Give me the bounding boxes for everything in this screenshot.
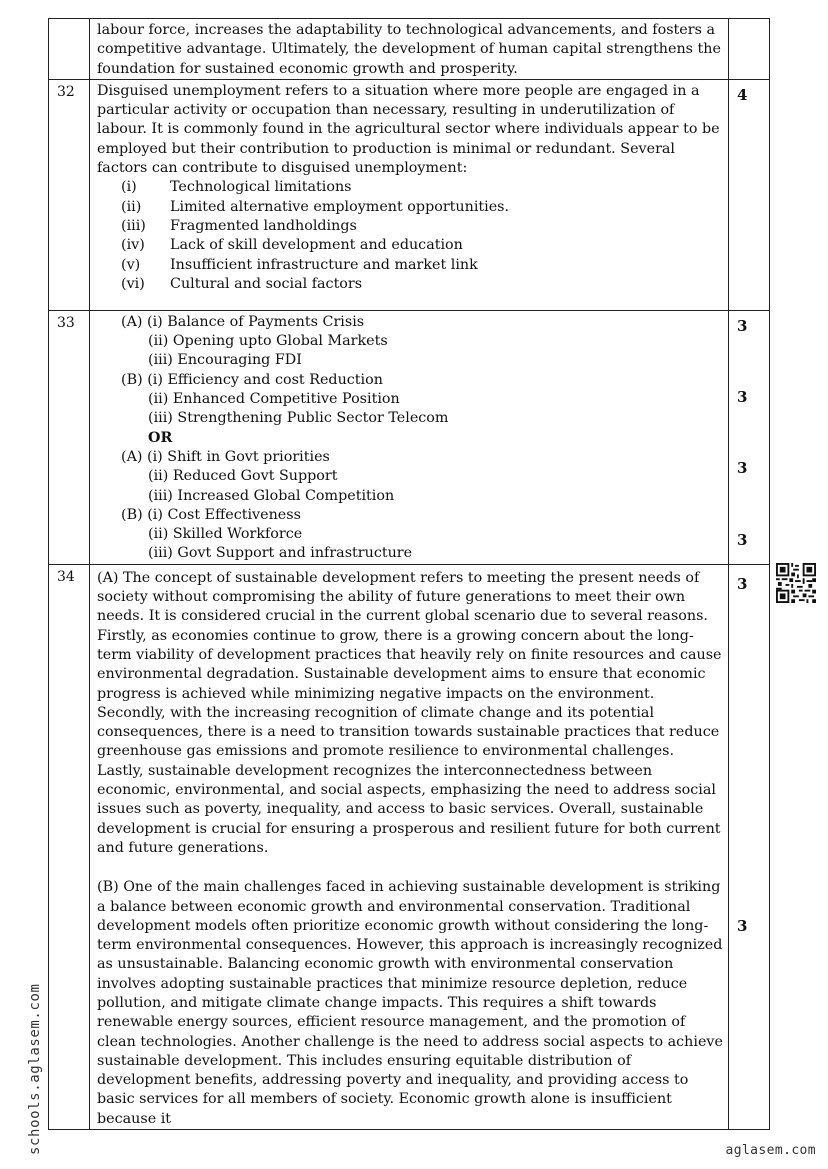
q34-part-a: (A) The concept of sustainable development refers to meeting the present needs of society without compromising the ability of future generations to meet their own needs. It is considered crucial in the current global scenario due to several reasons. Firstly, as economies continue to grow, there is a growing concern about the long-term viability of development practices that heavily rely on finite resources and cause environmental degradation. Sustainable development aims to ensure that economic progress is achieved while minimizing negative impacts on the environment. Secondly, with the increasing recognition of climate change and its potential consequences, there is a need to transition towards sustainable practices that reduce greenhouse gas emissions and promote resilience to environmental challenges. Lastly, sustainable development recognizes the interconnectedness between economic, environmental, and social aspects, emphasizing the need to address social issues such as poverty, inequality, and access to basic services. Overall, sustainable development is crucial for ensuring a prosperous and resilient future for both current and future generations. — [97, 569, 722, 856]
list-item: (iv) Lack of skill development and education — [121, 237, 463, 254]
list-item: (B) (i) Efficiency and cost Reduction — [121, 371, 383, 388]
list-item: (iii) Strengthening Public Sector Telecom — [148, 410, 449, 427]
q32-factor-list — [97, 178, 723, 294]
question-number: 33 — [49, 310, 90, 564]
list-item: (i) Technological limitations — [121, 179, 352, 196]
list-item: (vi) Cultural and social factors — [121, 275, 363, 292]
marks-cell — [729, 19, 770, 80]
list-item: (iii) Encouraging FDI — [148, 352, 302, 369]
list-item: (iii) Fragmented landholdings — [121, 217, 357, 234]
marks-value: 3 — [737, 458, 748, 477]
list-item: (ii) Reduced Govt Support — [148, 468, 338, 485]
qr-code-icon — [776, 563, 816, 603]
marks-value: 3 — [737, 530, 748, 549]
q32-intro: Disguised unemployment refers to a situation where more people are engaged in a particular activity or occupation than necessary, resulting in underutilization of labour. It is commonly found in the agricultural sector where individuals appear to be employed but their contribution to production is minimal or redundant. Several factors can contribute to disguised unemployment: — [97, 82, 720, 177]
question-number: 34 — [49, 564, 90, 1129]
side-watermark-text: schools.aglasem.com — [27, 983, 43, 1155]
list-item: (B) (i) Cost Effectiveness — [121, 506, 301, 523]
marks-value: 3 — [737, 916, 748, 935]
table-row-q34 — [49, 564, 770, 1129]
marks-value: 3 — [737, 387, 748, 406]
list-item: (ii) Enhanced Competitive Position — [148, 391, 400, 408]
list-item: (iii) Increased Global Competition — [148, 487, 395, 504]
answer-q34 — [90, 564, 729, 1129]
question-number: 32 — [49, 79, 90, 310]
marks-value: 3 — [737, 574, 748, 593]
marks-value: 3 — [737, 316, 748, 335]
answer-q33 — [90, 310, 729, 564]
list-item: (v) Insufficient infrastructure and market link — [121, 256, 478, 273]
list-item: (ii) Opening upto Global Markets — [148, 333, 388, 350]
list-item: (ii) Limited alternative employment opportunities. — [121, 198, 510, 215]
table-row-q32 — [49, 79, 770, 310]
list-item: (A) (i) Shift in Govt priorities — [121, 448, 330, 465]
footer-watermark: aglasem.com — [725, 1143, 816, 1158]
marks-q32: 4 — [729, 79, 770, 310]
list-item: (iii) Govt Support and infrastructure — [148, 545, 413, 562]
list-item: (A) (i) Balance of Payments Crisis — [121, 313, 365, 330]
q34-part-b: (B) One of the main challenges faced in achieving sustainable development is striking a balance between economic growth and environmental conservation. Traditional development models often prioritize economic growth without considering the long-term environmental consequences. However, this approach is increasingly recognized as unsustainable. Balancing economic growth with environmental conservation involves adopting sustainable practices that minimize resource depletion, reduce pollution, and mitigate climate change impacts. This requires a shift towards renewable energy sources, efficient resource management, and the promotion of clean technologies. Another challenge is the need to address social aspects to achieve sustainable development. This includes ensuring equitable distribution of development benefits, addressing poverty and inequality, and providing access to basic services for all members of society. Economic growth alone is insufficient because it — [97, 879, 723, 1127]
marking-scheme-table — [48, 18, 770, 1130]
or-separator: OR — [148, 429, 173, 446]
continuation-text: labour force, increases the adaptability to technological advancements, and fosters a competitive advantage. Ultimately, the development of human capital strengthens the foundation for sustained economic growth and prosperity. — [90, 19, 729, 80]
q33-lines — [97, 313, 723, 564]
marks-q34 — [729, 564, 770, 1129]
side-watermark — [0, 965, 43, 1155]
table-row-q33 — [49, 310, 770, 564]
marks-q33 — [729, 310, 770, 564]
table-row-continuation — [49, 19, 770, 80]
answer-q32 — [90, 79, 729, 310]
list-item: (ii) Skilled Workforce — [148, 526, 303, 543]
question-number-cell — [49, 19, 90, 80]
